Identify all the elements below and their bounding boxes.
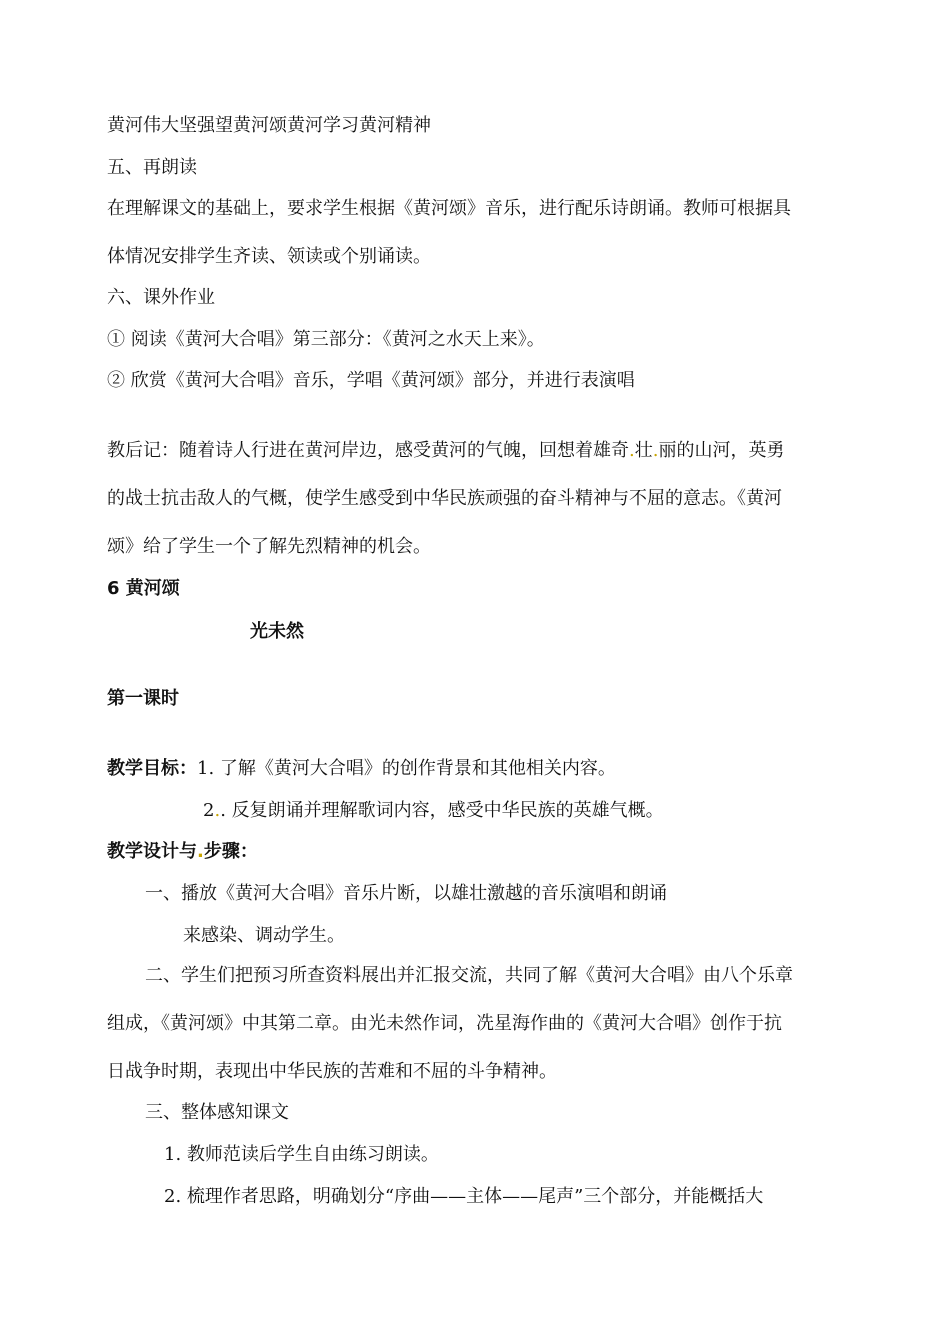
section-heading-homework: 六、课外作业: [107, 287, 215, 308]
post-note-label: 教后记: [107, 440, 161, 461]
step-2-line-1: 二、学生们把预习所查资料展出并汇报交流，共同了解《黄河大合唱》由八个乐章: [145, 965, 793, 986]
post-teaching-note-line-1: [107, 440, 784, 462]
lesson-period: 第一课时: [107, 688, 179, 709]
teaching-goal-1: [107, 758, 616, 780]
mark-dot: .: [214, 800, 221, 821]
mark-dot: .: [197, 841, 204, 862]
mark-dot: .: [652, 440, 659, 461]
post-teaching-note-line-3: 颂》给了学生一个了解先烈精神的机会。: [107, 536, 431, 557]
step-2-line-3: 日战争时期，表现出中华民族的苦难和不屈的斗争精神。: [107, 1061, 557, 1082]
design-heading: [107, 841, 258, 863]
step-1-line-1: 一、播放《黄河大合唱》音乐片断，以雄壮激越的音乐演唱和朗诵: [145, 883, 667, 904]
goal-2-number: 2: [203, 800, 215, 821]
step-2-line-2: 组成，《黄河颂》中其第二章。由光未然作词，冼星海作曲的《黄河大合唱》创作于抗: [107, 1013, 782, 1034]
step-3-heading: 三、整体感知课文: [145, 1102, 289, 1123]
post-note-text-b: 壮: [634, 440, 653, 461]
step-3-item-2: 2. 梳理作者思路，明确划分“序曲——主体——尾声”三个部分，并能概括大: [164, 1186, 764, 1207]
goal-2-text: . 反复朗诵并理解歌词内容，感受中华民族的英雄气概。: [220, 800, 664, 821]
mark-dot: .: [629, 440, 635, 461]
homework-item-2: ② 欣赏《黄河大合唱》音乐，学唱《黄河颂》部分，并进行表演唱: [107, 370, 635, 391]
section-heading-reread: 五、再朗读: [107, 157, 197, 178]
design-heading-a: 教学设计与: [107, 841, 197, 862]
post-note-text-a: ：随着诗人行进在黄河岸边，感受黄河的气魄，回想着雄奇: [161, 440, 629, 461]
post-teaching-note-line-2: 的战士抗击敌人的气概，使学生感受到中华民族顽强的奋斗精神与不屈的意志。《黄河: [107, 488, 782, 509]
author-name: 光未然: [250, 621, 304, 642]
homework-item-1: ① 阅读《黄河大合唱》第三部分：《黄河之水天上来》。: [107, 329, 545, 350]
teaching-goal-2: [203, 800, 664, 822]
step-1-line-2: 来感染、调动学生。: [183, 925, 345, 946]
step-3-item-1: 1. 教师范读后学生自由练习朗读。: [164, 1144, 439, 1165]
text-line-theme: 黄河伟大坚强望黄河颂黄河学习黄河精神: [107, 115, 431, 136]
lesson-title: 6 黄河颂: [107, 578, 180, 599]
design-heading-b: 步骤：: [203, 841, 258, 862]
paragraph-reread-line-2: 体情况安排学生齐读、领读或个别诵读。: [107, 246, 431, 267]
post-note-text-c: 丽的山河，英勇: [658, 440, 785, 461]
goal-label: 教学目标：: [107, 758, 197, 779]
goal-1-text: 1. 了解《黄河大合唱》的创作背景和其他相关内容。: [197, 758, 616, 779]
paragraph-reread-line-1: 在理解课文的基础上，要求学生根据《黄河颂》音乐，进行配乐诗朗诵。教师可根据具: [107, 198, 791, 219]
